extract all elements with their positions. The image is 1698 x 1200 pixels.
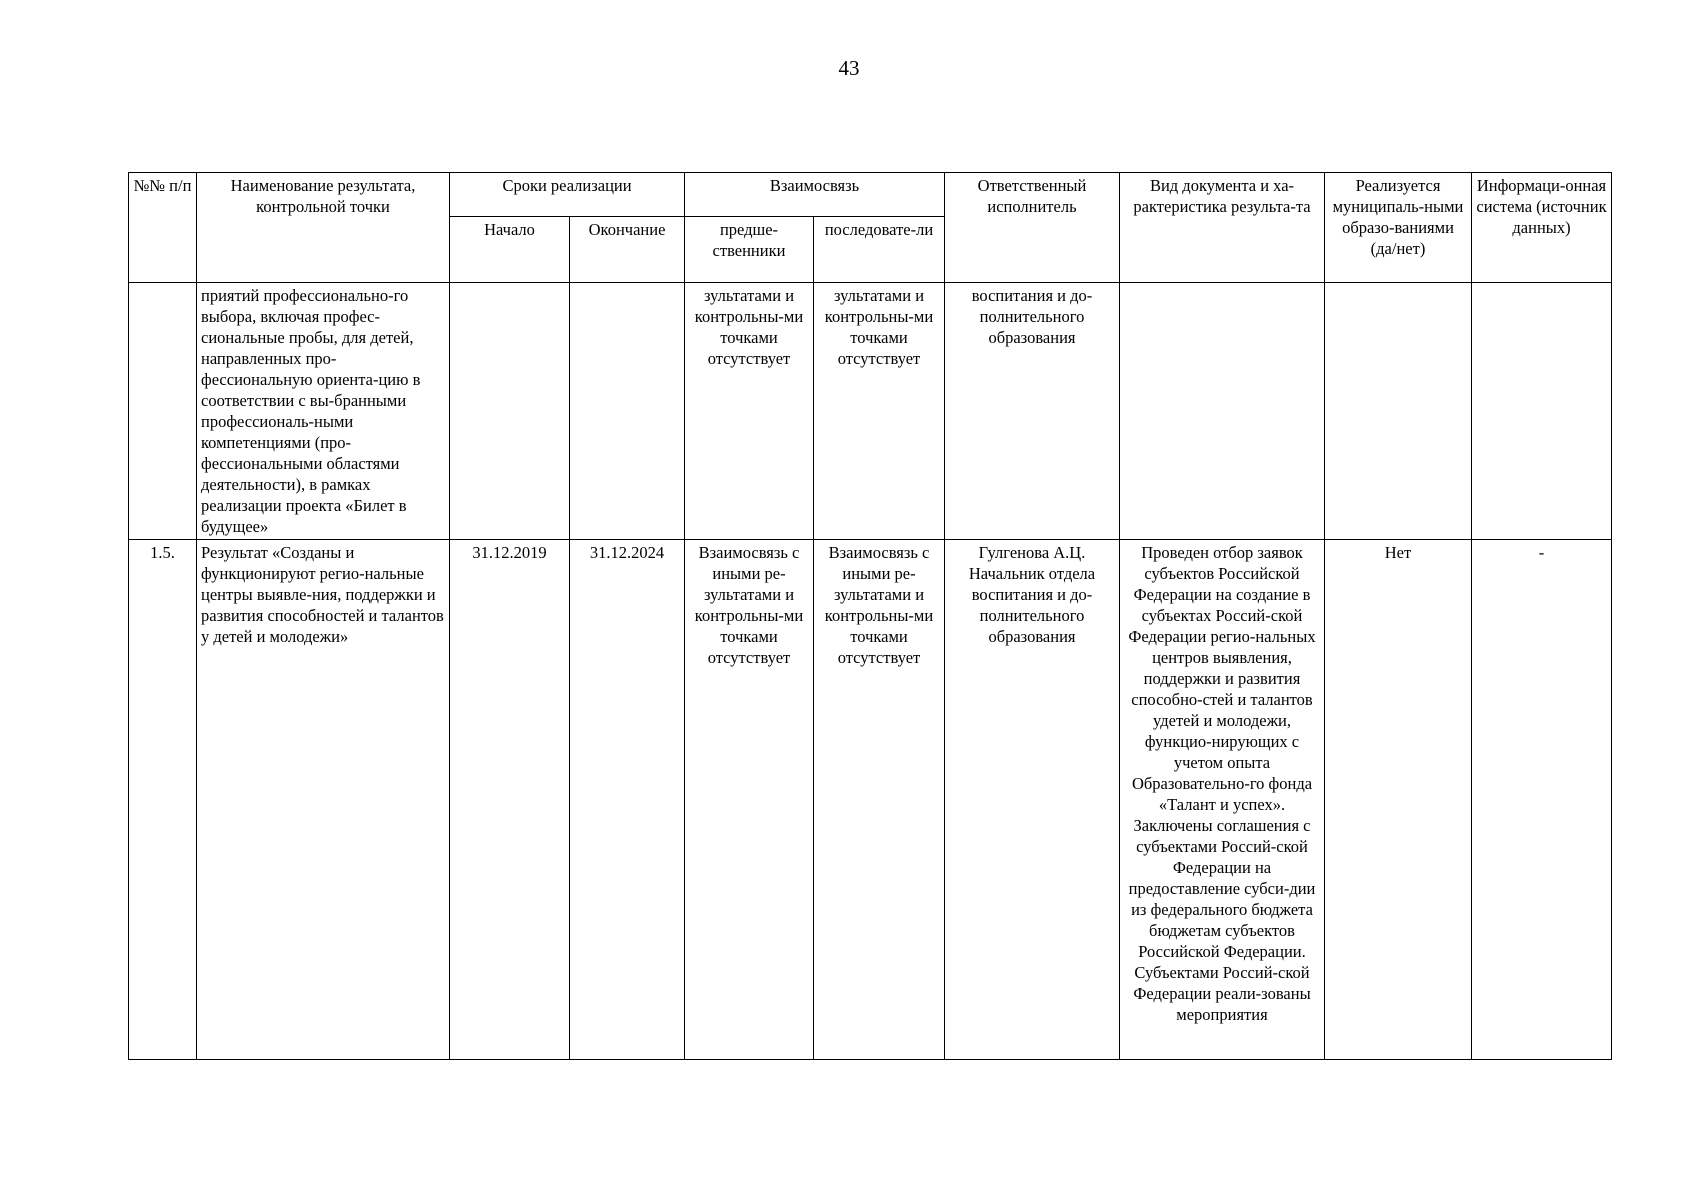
cell-start: 31.12.2019 xyxy=(450,540,570,1060)
cell-predecessors: зультатами и контрольны-ми точками отсутствует xyxy=(685,283,814,540)
cell-successors: зультатами и контрольны-ми точками отсутствует xyxy=(814,283,945,540)
cell-info-system: - xyxy=(1472,540,1612,1060)
cell-document xyxy=(1120,283,1325,540)
header-municipal: Реализуется муниципаль-ными образо-ваниями (да/нет) xyxy=(1325,173,1472,283)
header-num: №№ п/п xyxy=(129,173,197,283)
cell-responsible: Гулгенова А.Ц. Начальник отдела воспитания и до-полнительного образования xyxy=(945,540,1120,1060)
cell-successors: Взаимосвязь с иными ре-зультатами и контрольны-ми точками отсутствует xyxy=(814,540,945,1060)
header-document: Вид документа и ха-рактеристика результа-та xyxy=(1120,173,1325,283)
cell-name: приятий профессионально-го выбора, включая профес-сиональные пробы, для детей, направленных про-фессиональную ориента-цию в соответствии с вы-бранными профессиональ-ными компетенциями (про-фессиональными областями деятельности), в рамках реализации проекта «Билет в будущее» xyxy=(197,283,450,540)
cell-num: 1.5. xyxy=(129,540,197,1060)
header-predecessors: предше-ственники xyxy=(685,217,814,283)
cell-responsible: воспитания и до-полнительного образования xyxy=(945,283,1120,540)
table-row xyxy=(129,283,1612,540)
cell-predecessors: Взаимосвязь с иными ре-зультатами и контрольны-ми точками отсутствует xyxy=(685,540,814,1060)
cell-info-system xyxy=(1472,283,1612,540)
header-row-top xyxy=(129,173,1612,217)
header-terms: Сроки реализации xyxy=(450,173,685,217)
page-number: 43 xyxy=(838,56,860,80)
header-end: Окончание xyxy=(570,217,685,283)
header-successors: последовате-ли xyxy=(814,217,945,283)
cell-num xyxy=(129,283,197,540)
cell-start xyxy=(450,283,570,540)
header-start: Начало xyxy=(450,217,570,283)
cell-end: 31.12.2024 xyxy=(570,540,685,1060)
cell-municipal: Нет xyxy=(1325,540,1472,1060)
header-relation: Взаимосвязь xyxy=(685,173,945,217)
plan-table xyxy=(128,172,1612,1060)
cell-document: Проведен отбор заявок субъектов Российской Федерации на создание в субъектах Россий-ской Федерации регио-нальных центров выявления, поддержки и развития способно-стей и талантов удетей и молодежи, функцио-нирующих с учетом опыта Образовательно-го фонда «Талант и успех». Заключены соглашения с субъектами Россий-ской Федерации на предоставление субси-дии из федерального бюджета бюджетам субъектов Российской Федерации. Субъектами Россий-ской Федерации реали-зованы мероприятия xyxy=(1120,540,1325,1060)
header-info-system: Информаци-онная система (источник данных) xyxy=(1472,173,1612,283)
header-responsible: Ответственный исполнитель xyxy=(945,173,1120,283)
cell-name: Результат «Созданы и функционируют регио-нальные центры выявле-ния, поддержки и развития способностей и талантов у детей и молодежи» xyxy=(197,540,450,1060)
cell-municipal xyxy=(1325,283,1472,540)
cell-end xyxy=(570,283,685,540)
header-name: Наименование результата, контрольной точки xyxy=(197,173,450,283)
table-row xyxy=(129,540,1612,1060)
